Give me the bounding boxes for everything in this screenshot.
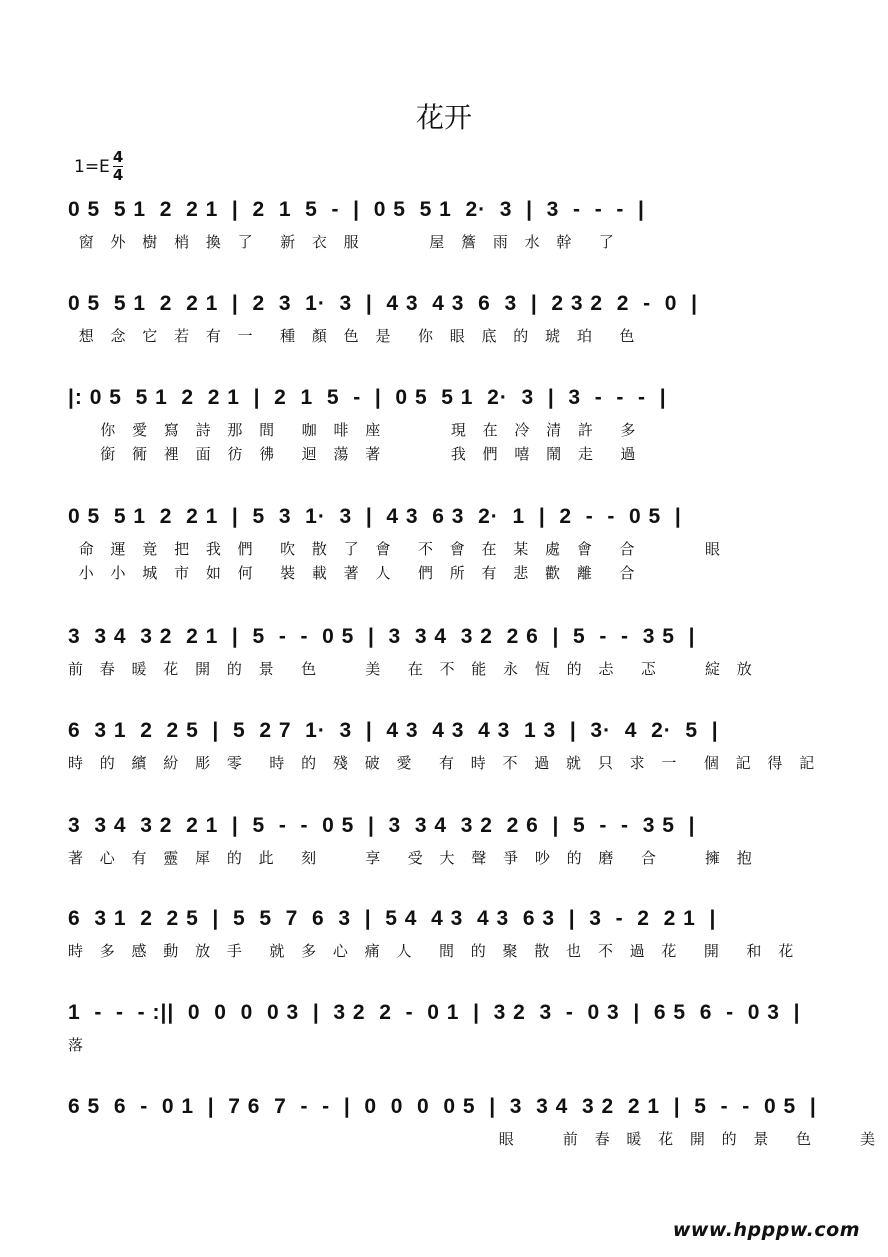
- time-sig-bottom: 4: [112, 166, 124, 184]
- time-sig-top: 4: [112, 148, 124, 166]
- music-system-6: [68, 711, 828, 775]
- notation-line: 0 5 5 1 2 2 1 | 2 1 5 - | 0 5 5 1 2· 3 | 3 - - - |: [68, 198, 645, 221]
- watermark-url: www.hpppw.com: [672, 1219, 860, 1241]
- key-signature: [74, 150, 123, 183]
- music-system-4: [68, 497, 828, 585]
- notation-line: 1 - - - :|| 0 0 0 0 3 | 3 2 2 - 0 1 | 3 2 3 - 0 3 | 6 5 6 - 0 3 |: [68, 1001, 801, 1024]
- music-system-2: [68, 284, 828, 348]
- notation-line: 6 5 6 - 0 1 | 7 6 7 - - | 0 0 0 0 5 | 3 3 4 3 2 2 1 | 5 - - 0 5 |: [68, 1095, 817, 1118]
- notation-line: 6 3 1 2 2 5 | 5 2 7 1· 3 | 4 3 4 3 4 3 1 3 | 3· 4 2· 5 |: [68, 719, 719, 742]
- lyric-line: 命 運 竟 把 我 們 吹 散 了 會 不 會 在 某 處 會 合 眼: [68, 540, 726, 558]
- music-system-8: [68, 899, 828, 963]
- lyric-line: 小 小 城 市 如 何 裝 載 著 人 們 所 有 悲 歡 離 合: [68, 564, 641, 582]
- notation-line: 6 3 1 2 2 5 | 5 5 7 6 3 | 5 4 4 3 4 3 6 3 | 3 - 2 2 1 |: [68, 907, 717, 930]
- lyric-line: 眼 前 春 暖 花 開 的 景 色 美: [68, 1130, 882, 1148]
- song-title: 花开: [415, 101, 472, 134]
- notation-line: 3 3 4 3 2 2 1 | 5 - - 0 5 | 3 3 4 3 2 2 6 | 5 - - 3 5 |: [68, 814, 696, 837]
- lyric-line: 你 愛 寫 詩 那 間 咖 啡 座 現 在 冷 清 許 多: [68, 421, 642, 439]
- lyric-line: 著 心 有 靈 犀 的 此 刻 享 受 大 聲 爭 吵 的 磨 合 擁 抱: [68, 849, 758, 867]
- music-system-10: [68, 1087, 882, 1151]
- notation-line: |: 0 5 5 1 2 2 1 | 2 1 5 - | 0 5 5 1 2· 3 | 3 - - - |: [68, 386, 667, 409]
- key-label: 1=E: [74, 156, 110, 177]
- time-signature: [113, 150, 123, 183]
- music-system-3: [68, 378, 828, 466]
- lyric-line: 想 念 它 若 有 一 種 顏 色 是 你 眼 底 的 琥 珀 色: [68, 327, 641, 345]
- lyric-line: 前 春 暖 花 開 的 景 色 美 在 不 能 永 恆 的 忐 忑 綻 放: [68, 660, 758, 678]
- lyric-line: 時 的 繽 紛 彫 零 時 的 殘 破 愛 有 時 不 過 就 只 求 一 個 記 得 記: [68, 754, 821, 772]
- notation-line: 3 3 4 3 2 2 1 | 5 - - 0 5 | 3 3 4 3 2 2 6 | 5 - - 3 5 |: [68, 625, 696, 648]
- lyric-line: 落: [68, 1036, 90, 1054]
- music-system-1: [68, 190, 828, 254]
- music-system-9: [68, 993, 828, 1057]
- music-system-5: [68, 617, 828, 681]
- notation-line: 0 5 5 1 2 2 1 | 2 3 1· 3 | 4 3 4 3 6 3 | 2 3 2 2 - 0 |: [68, 292, 698, 315]
- notation-line: 0 5 5 1 2 2 1 | 5 3 1· 3 | 4 3 6 3 2· 1 | 2 - - 0 5 |: [68, 505, 682, 528]
- lyric-line: 銜 衕 裡 面 彷 彿 迴 蕩 著 我 們 嘻 鬧 走 過: [68, 445, 642, 463]
- lyric-line: 窗 外 樹 梢 換 了 新 衣 服 屋 簷 雨 水 幹 了: [68, 233, 620, 251]
- lyric-line: 時 多 感 動 放 手 就 多 心 痛 人 間 的 聚 散 也 不 過 花 開 和 花: [68, 942, 800, 960]
- music-system-7: [68, 806, 828, 870]
